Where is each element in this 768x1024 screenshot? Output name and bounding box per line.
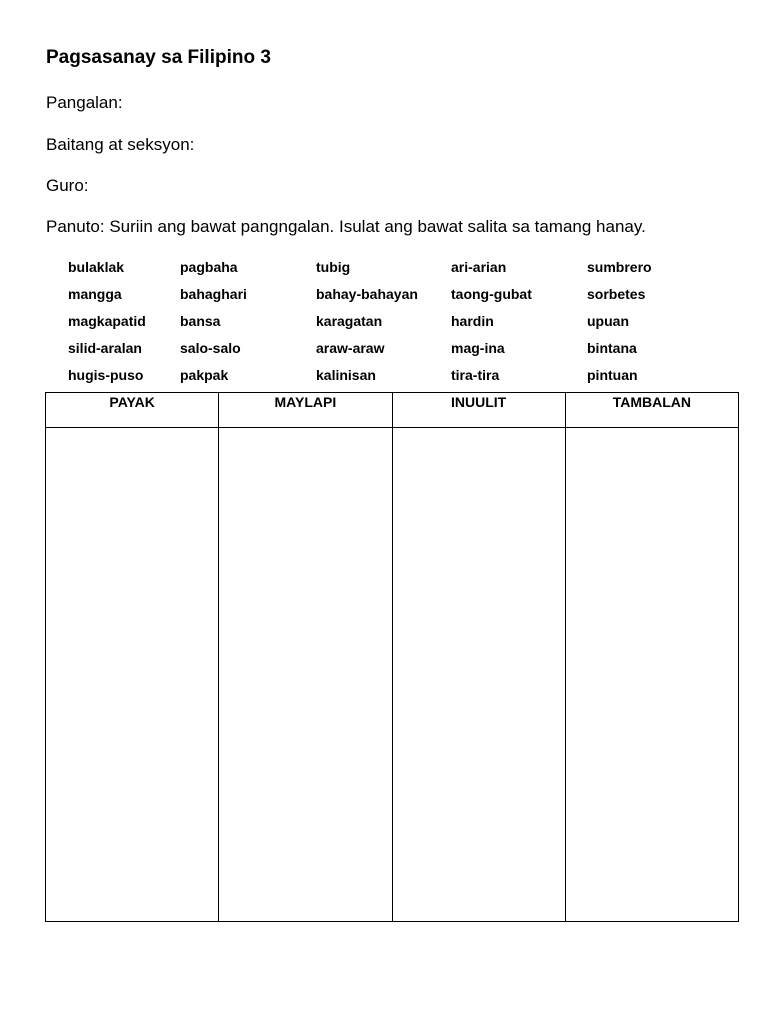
word-bank-row	[68, 257, 748, 284]
word-bank-word: bahaghari	[180, 286, 247, 302]
word-bank-word: sumbrero	[587, 259, 652, 275]
table-header-row	[46, 393, 739, 428]
word-bank-word: hardin	[451, 313, 494, 329]
word-bank-word: bahay-bahayan	[316, 286, 418, 302]
answer-cell-payak[interactable]	[46, 428, 219, 922]
column-header-tambalan: TAMBALAN	[565, 393, 738, 428]
classification-table	[45, 392, 739, 922]
grade-section-field-label: Baitang at seksyon:	[46, 135, 195, 154]
word-bank-word: araw-araw	[316, 340, 385, 356]
word-bank-word: hugis-puso	[68, 367, 144, 383]
word-bank-word: upuan	[587, 313, 629, 329]
answer-cell-inuulit[interactable]	[392, 428, 565, 922]
word-bank-word: pintuan	[587, 367, 638, 383]
word-bank-word: pakpak	[180, 367, 229, 383]
word-bank-word: tubig	[316, 259, 351, 275]
word-bank-row	[68, 365, 748, 392]
instruction-text: Panuto: Suriin ang bawat pangngalan. Isulat ang bawat salita sa tamang hanay.	[46, 217, 646, 236]
column-header-payak: PAYAK	[46, 393, 219, 428]
word-bank	[68, 257, 748, 392]
word-bank-word: sorbetes	[587, 286, 646, 302]
word-bank-row	[68, 311, 748, 338]
worksheet-title: Pagsasanay sa Filipino 3	[46, 47, 271, 68]
word-bank-word: bintana	[587, 340, 637, 356]
word-bank-word: salo-salo	[180, 340, 241, 356]
teacher-field-label: Guro:	[46, 176, 89, 195]
word-bank-word: pagbaha	[180, 259, 238, 275]
word-bank-word: mangga	[68, 286, 122, 302]
word-bank-word: magkapatid	[68, 313, 146, 329]
word-bank-row	[68, 284, 748, 311]
word-bank-word: ari-arian	[451, 259, 507, 275]
word-bank-word: taong-gubat	[451, 286, 532, 302]
table-row	[46, 428, 739, 922]
column-header-inuulit: INUULIT	[392, 393, 565, 428]
word-bank-word: bansa	[180, 313, 221, 329]
column-header-maylapi: MAYLAPI	[219, 393, 392, 428]
word-bank-word: bulaklak	[68, 259, 125, 275]
word-bank-word: karagatan	[316, 313, 383, 329]
word-bank-row	[68, 338, 748, 365]
answer-cell-tambalan[interactable]	[565, 428, 738, 922]
name-field-label: Pangalan:	[46, 93, 123, 112]
answer-cell-maylapi[interactable]	[219, 428, 392, 922]
word-bank-word: tira-tira	[451, 367, 500, 383]
word-bank-word: silid-aralan	[68, 340, 142, 356]
word-bank-word: mag-ina	[451, 340, 505, 356]
word-bank-word: kalinisan	[316, 367, 376, 383]
